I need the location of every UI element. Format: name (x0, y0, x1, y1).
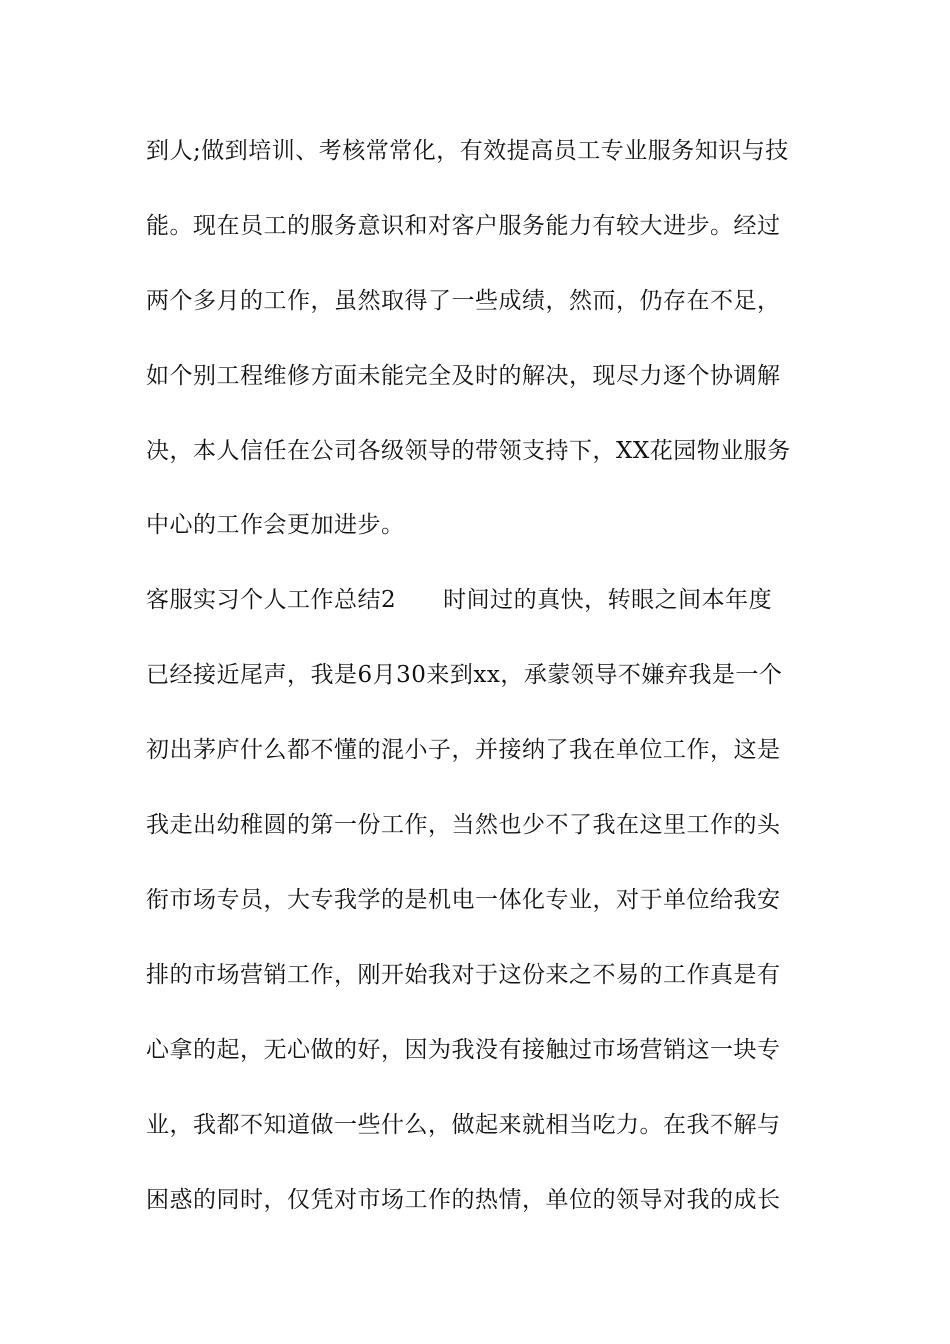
text-line: 两个多月的工作，虽然取得了一些成绩，然而，仍存在不足， (146, 288, 781, 314)
text-line: 能。现在员工的服务意识和对客户服务能力有较大进步。经过 (146, 213, 781, 239)
text-line: 我走出幼稚圆的第一份工作，当然也少不了我在这里工作的头 (146, 812, 781, 838)
text-line: 初出茅庐什么都不懂的混小子，并接纳了我在单位工作，这是 (146, 737, 781, 763)
text-line: 业，我都不知道做一些什么，做起来就相当吃力。在我不解与 (146, 1112, 781, 1138)
text-line: 已经接近尾声，我是6月30来到xx，承蒙领导不嫌弃我是一个 (146, 662, 783, 688)
text-line: 心拿的起，无心做的好，因为我没有接触过市场营销这一块专 (146, 1037, 781, 1063)
text-line: 中心的工作会更加进步。 (146, 512, 405, 538)
text-line: 困惑的同时，仅凭对市场工作的热情，单位的领导对我的成长 (146, 1187, 781, 1213)
text-line: 衔市场专员，大专我学的是机电一体化专业，对于单位给我安 (146, 887, 781, 913)
section-heading-line: 客服实习个人工作总结2 时间过的真快，转眼之间本年度 (146, 587, 773, 613)
text-line: 决，本人信任在公司各级领导的带领支持下，XX花园物业服务 (146, 438, 791, 464)
text-line: 排的市场营销工作，刚开始我对于这份来之不易的工作真是有 (146, 962, 781, 988)
text-line: 到人;做到培训、考核常常化，有效提高员工专业服务知识与技 (146, 138, 789, 164)
text-line: 如个别工程维修方面未能完全及时的解决，现尽力逐个协调解 (146, 363, 781, 389)
